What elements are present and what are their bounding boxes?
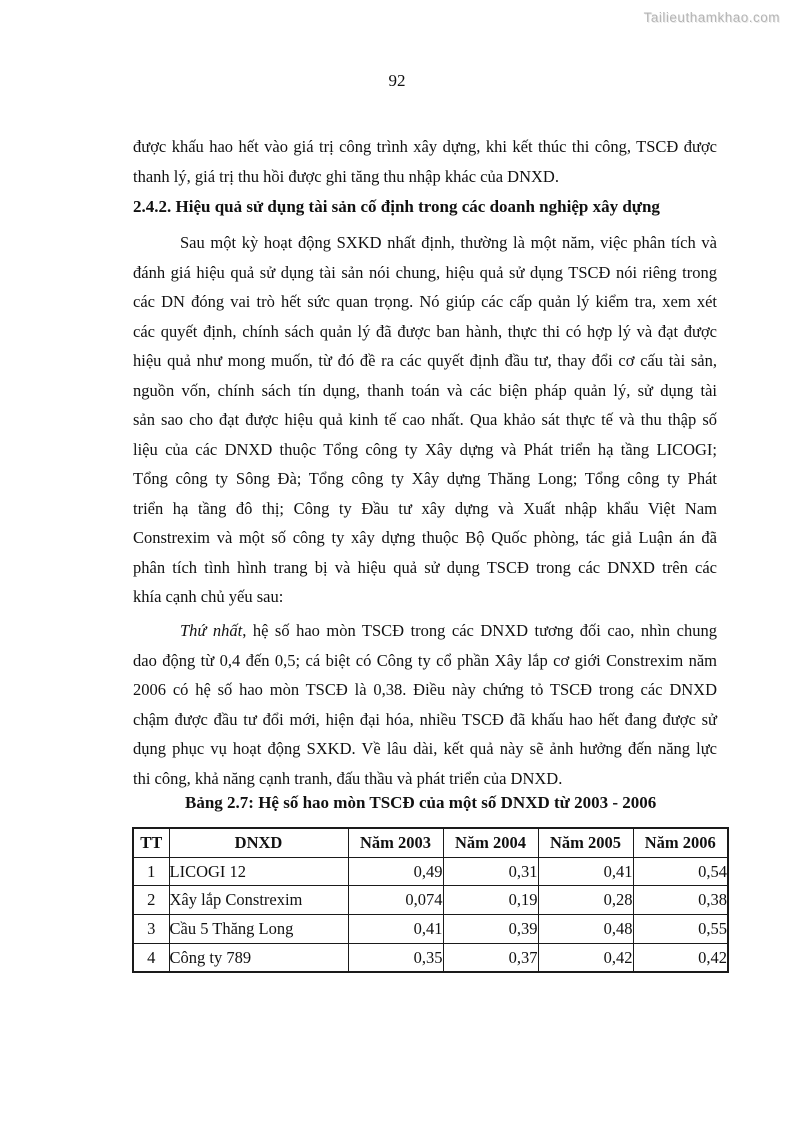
text-line: chậm được đầu tư đổi mới, hiện đại hóa, nhiều TSCĐ đã khấu hao hết đang được sử <box>133 709 717 729</box>
table-caption: Bảng 2.7: Hệ số hao mòn TSCĐ của một số DNXD từ 2003 - 2006 <box>185 793 657 812</box>
text-line: 2006 có hệ số hao mòn TSCĐ là 0,38. Điều này chứng tỏ TSCĐ trong các DNXD <box>133 680 717 699</box>
cell-tt: 1 <box>133 857 169 886</box>
table-row <box>133 943 728 972</box>
text-line: phân tích tình hình trang bị và hiệu quả sử dụng TSCĐ trong các DNXD trên các <box>133 557 717 577</box>
text-line: thanh lý, giá trị thu hồi được ghi tăng thu nhập khác của DNXD. <box>133 166 559 186</box>
cell-company: Cầu 5 Thăng Long <box>169 915 348 944</box>
column-header-2004: Năm 2004 <box>443 828 538 857</box>
cell-value: 0,55 <box>633 915 728 944</box>
cell-value: 0,37 <box>443 943 538 972</box>
text-line: dao động từ 0,4 đến 0,5; cá biệt có Công ty cổ phần Xây lắp cơ giới Constrexim năm <box>133 650 717 670</box>
table-row <box>133 886 728 915</box>
cell-value: 0,38 <box>633 886 728 915</box>
text-line: nguồn vốn, chính sách tín dụng, thanh toán và các biện pháp quản lý, sử dụng tài <box>133 380 717 400</box>
text-line: triển hạ tầng đô thị; Công ty Đầu tư xây dựng và Xuất nhập khẩu Việt Nam <box>133 498 717 518</box>
text-line: thi công, khả năng cạnh tranh, đấu thầu và phát triển của DNXD. <box>133 768 563 788</box>
body-paragraph-1 <box>133 228 717 612</box>
table-row <box>133 857 728 886</box>
italic-lead-phrase: Thứ nhất <box>180 621 243 640</box>
column-header-2005: Năm 2005 <box>538 828 633 857</box>
text-line <box>133 616 717 646</box>
text-line: các quyết định, chính sách quản lý đã được ban hành, thực thi có hợp lý và đạt được <box>133 321 717 341</box>
column-header-tt: TT <box>133 828 169 857</box>
cell-value: 0,31 <box>443 857 538 886</box>
cell-value: 0,39 <box>443 915 538 944</box>
text-line: liệu của các DNXD thuộc Tổng công ty Xây dựng và Phát triển hạ tầng LICOGI; <box>133 439 717 459</box>
text-line: đánh giá hiệu quả sử dụng tài sản nói chung, hiệu quả sử dụng TSCĐ nói riêng trong <box>133 262 717 282</box>
text-line: Sau một kỳ hoạt động SXKD nhất định, thường là một năm, việc phân tích và <box>180 233 717 252</box>
page-number: 92 <box>388 71 406 90</box>
data-table <box>132 827 729 973</box>
cell-company: Công ty 789 <box>169 943 348 972</box>
cell-value: 0,28 <box>538 886 633 915</box>
column-header-2006: Năm 2006 <box>633 828 728 857</box>
cell-value: 0,49 <box>348 857 443 886</box>
column-header-dnxd: DNXD <box>169 828 348 857</box>
cell-value: 0,41 <box>538 857 633 886</box>
text-line: Tổng công ty Sông Đà; Tổng công ty Xây dựng Thăng Long; Tổng công ty Phát <box>133 469 717 488</box>
cell-value: 0,074 <box>348 886 443 915</box>
table-header-row <box>133 828 728 857</box>
text-line: sản sao cho đạt được hiệu quả kinh tế cao nhất. Qua khảo sát thực tế và thu thập số <box>133 410 717 429</box>
text-line: hiệu quả như mong muốn, từ đó đề ra các quyết định đầu tư, thay đổi cơ cấu tài sản, <box>133 351 717 370</box>
text-line: dụng phục vụ hoạt động SXKD. Về lâu dài, kết quả này sẽ ảnh hưởng đến năng lực <box>133 739 717 758</box>
cell-value: 0,42 <box>538 943 633 972</box>
cell-value: 0,54 <box>633 857 728 886</box>
cell-company: Xây lắp Constrexim <box>169 886 348 915</box>
intro-paragraph <box>133 132 717 191</box>
cell-value: 0,41 <box>348 915 443 944</box>
text-line: khía cạnh chủ yếu sau: <box>133 587 284 606</box>
watermark-text: Tailieuthamkhao.com <box>643 10 780 25</box>
body-paragraph-2 <box>133 616 717 793</box>
cell-value: 0,19 <box>443 886 538 915</box>
cell-value: 0,42 <box>633 943 728 972</box>
cell-company: LICOGI 12 <box>169 857 348 886</box>
cell-tt: 3 <box>133 915 169 944</box>
section-heading: 2.4.2. Hiệu quả sử dụng tài sản cố định trong các doanh nghiệp xây dựng <box>133 197 660 216</box>
text-line-rest: , hệ số hao mòn TSCĐ trong các DNXD tương đối cao, nhìn chung <box>242 621 717 640</box>
cell-value: 0,35 <box>348 943 443 972</box>
text-line: các DN đóng vai trò hết sức quan trọng. Nó giúp các cấp quản lý kiểm tra, xem xét <box>133 292 717 311</box>
cell-value: 0,48 <box>538 915 633 944</box>
column-header-2003: Năm 2003 <box>348 828 443 857</box>
cell-tt: 2 <box>133 886 169 915</box>
text-line: Constrexim và một số công ty xây dựng thuộc Bộ Quốc phòng, tác giả Luận án đã <box>133 528 717 547</box>
cell-tt: 4 <box>133 943 169 972</box>
text-line: được khấu hao hết vào giá trị công trình xây dựng, khi kết thúc thi công, TSCĐ được <box>133 137 717 156</box>
table-row <box>133 915 728 944</box>
